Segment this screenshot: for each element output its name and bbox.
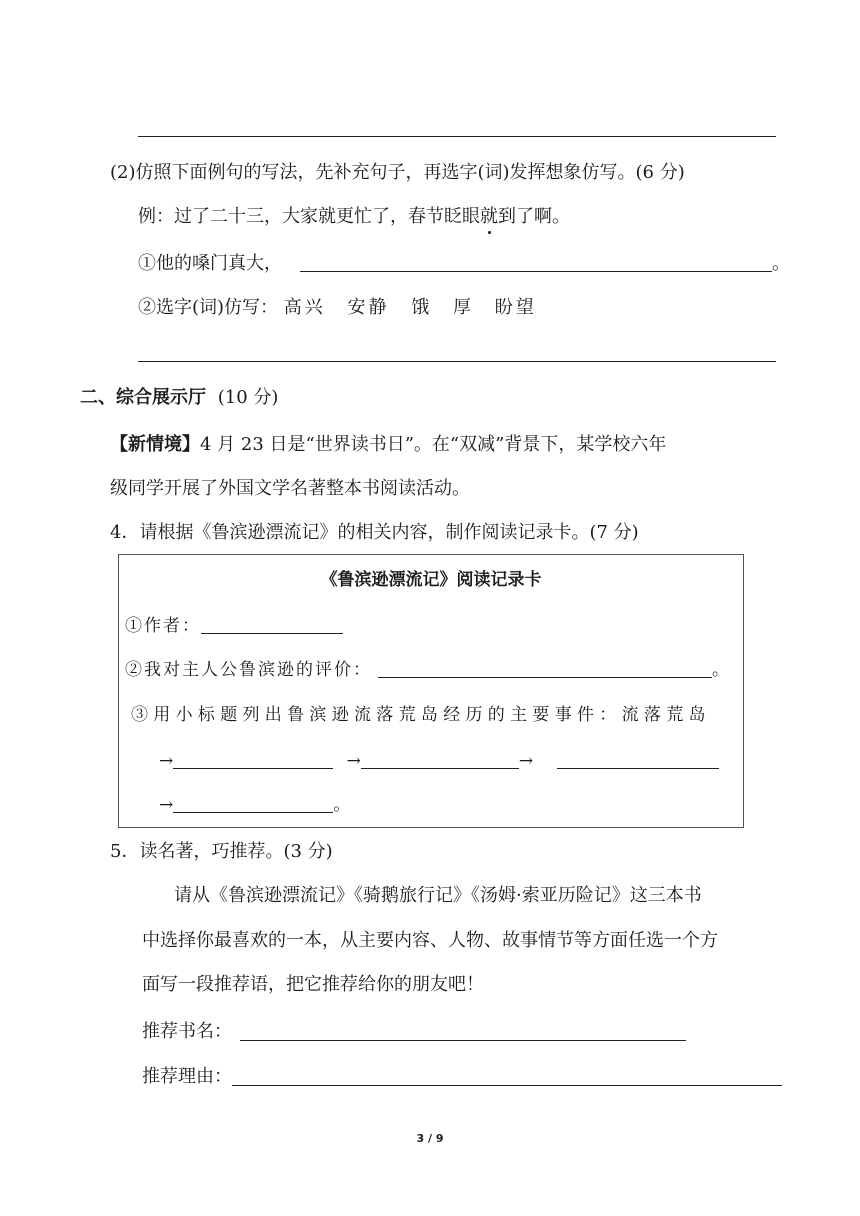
q2-example (138, 205, 570, 229)
q2-item2-label: ②选字(词)仿写： (138, 297, 279, 318)
arrow: → (346, 751, 361, 771)
card-events-row-2 (159, 793, 350, 817)
card-evaluation-row (125, 658, 731, 682)
word-choice: 盼望 (494, 297, 537, 318)
event-blank-3[interactable] (557, 750, 719, 769)
page-number: 3 / 9 (416, 1132, 444, 1145)
q2-item1-end: 。 (772, 253, 790, 274)
word-choice: 高兴 (283, 297, 326, 318)
q5-line-1: 请从《鲁滨逊漂流记》《骑鹅旅行记》《汤姆·索亚历险记》这三本书 (174, 885, 702, 906)
reason-label: 推荐理由： (142, 1066, 232, 1087)
evaluation-blank[interactable] (378, 659, 712, 678)
section2-points: (10 分) (217, 387, 279, 408)
q5-line-2: 中选择你最喜欢的一本，从主要内容、人物、故事情节等方面任选一个方 (142, 930, 718, 951)
q2-item1-label: ①他的嗓门真大， (138, 253, 282, 274)
section2-heading (80, 386, 278, 410)
card-events-end: 。 (333, 795, 351, 815)
arrow: → (159, 751, 174, 771)
arrow: → (518, 751, 534, 771)
word-choice: 厚 (452, 297, 471, 318)
q2-example-dotted: 眨眼就到了 (444, 206, 534, 227)
scenario-line-2: 级同学开展了外国文学名著整本书阅读活动。 (110, 478, 470, 499)
card-title: 《鲁滨逊漂流记》阅读记录卡 (320, 570, 542, 590)
event-blank-4[interactable] (173, 794, 333, 813)
book-label: 推荐书名： (142, 1021, 232, 1042)
card-author-row (125, 614, 343, 638)
event-blank-2[interactable] (361, 750, 519, 769)
q2-title: (2)仿照下面例句的写法，先补充句子，再选字(词)发挥想象仿写。(6 分) (110, 162, 685, 183)
word-choice: 饿 (411, 297, 430, 318)
q2-example-prefix: 例：过了二十三，大家就更忙了，春节 (138, 206, 444, 227)
q2-item1-blank[interactable] (300, 271, 772, 272)
arrow: → (159, 795, 174, 815)
book-name-blank[interactable] (240, 1040, 686, 1041)
reading-record-card (118, 554, 744, 828)
card-evaluation-label: ②我对主人公鲁滨逊的评价： (125, 660, 372, 680)
author-blank[interactable] (201, 615, 343, 634)
q2-example-suffix: 啊。 (534, 206, 570, 227)
event-blank-1[interactable] (173, 750, 333, 769)
card-evaluation-end: 。 (712, 660, 731, 680)
q4-title: 4．请根据《鲁滨逊漂流记》的相关内容，制作阅读记录卡。(7 分) (110, 522, 639, 543)
card-author-label: ①作者： (125, 616, 201, 636)
q2-item2 (138, 296, 537, 320)
scenario-tag: 【新情境】 (110, 434, 200, 455)
card-events-label: ③用小标题列出鲁滨逊流落荒岛经历的主要事件：流落荒岛 (131, 705, 711, 725)
word-choice: 安静 (347, 297, 390, 318)
card-events-row-1 (159, 749, 719, 773)
answer-line-top (138, 136, 776, 137)
q5-line-3: 面写一段推荐语，把它推荐给你的朋友吧！ (142, 974, 484, 995)
section2-title: 二、综合展示厅 (80, 387, 206, 408)
q5-title: 5．读名著，巧推荐。(3 分) (110, 841, 333, 862)
reason-blank[interactable] (232, 1085, 782, 1086)
scenario-line-1: 【新情境】4 月 23 日是“世界读书日”。在“双减”背景下，某学校六年 (110, 434, 667, 455)
q2-item2-answer-line[interactable] (138, 361, 776, 362)
